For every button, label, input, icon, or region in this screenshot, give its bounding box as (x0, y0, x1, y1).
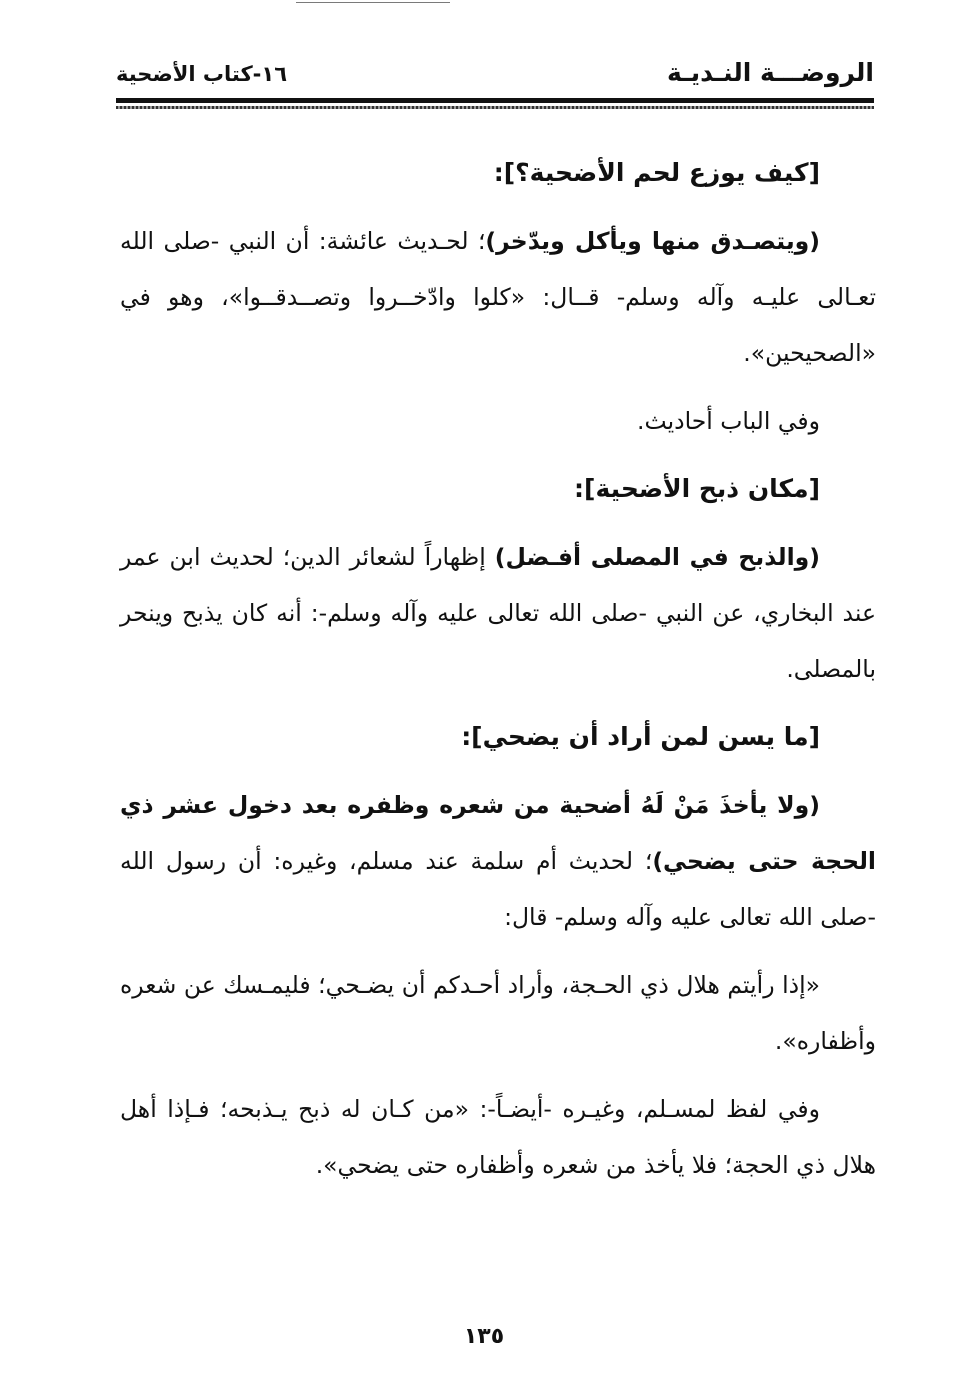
paragraph-text: «إذا رأيتم هلال ذي الحـجة، وأراد أحـدكم أن يضـحي؛ فليمـسك عن شعره وأظفاره». (120, 971, 876, 1055)
paragraph-text: وفي الباب أحاديث. (637, 407, 820, 435)
quoted-matn: (ولا يأخذَ مَنْ لَهُ أضحية من شعره وظفره بعد دخول عشر ذي الحجة حتى يضحي) (120, 791, 876, 875)
header-rule-thick (116, 98, 874, 103)
running-header (116, 58, 874, 98)
paragraph (120, 529, 876, 697)
paragraph (120, 393, 876, 449)
top-scan-mark (296, 2, 450, 3)
book-title: الروضـــة النـديـة (667, 58, 874, 87)
section-slaughter-place (120, 461, 876, 697)
paragraph (120, 1081, 876, 1193)
paragraph-text: ؛ لحديث أم سلمة عند مسلم، وغيره: أن رسول الله -صلى الله تعالى عليه وآله وسلم- قال: (120, 847, 876, 931)
section-heading: [مكان ذبح الأضحية]: (574, 474, 820, 503)
page-number: ١٣٥ (463, 1324, 505, 1349)
quoted-matn: (ويتصـدق منها ويأكل ويدّخر) (485, 227, 820, 255)
section-heading: [ما يسن لمن أراد أن يضحي]: (461, 722, 820, 751)
page-body (120, 145, 876, 1205)
quoted-matn: (والذبح في المصلى أفـضل) (494, 543, 820, 571)
paragraph (120, 777, 876, 945)
paragraph-text: إظهاراً لشعائر الدين؛ لحديث ابن عمر عند البخاري، عن النبي -صلى الله تعالى عليه وآله وسلم-: أنه كان يذبح وينحر بالمصلى. (120, 543, 876, 683)
chapter-title: ١٦-كتاب الأضحية (116, 62, 288, 86)
section-meat-distribution (120, 145, 876, 449)
section-heading: [كيف يوزع لحم الأضحية؟]: (493, 158, 820, 187)
section-sunnah-for-sacrificer (120, 709, 876, 1193)
paragraph-text: ؛ لحـديث عائشة: أن النبي -صلى الله تعـالى عليـه وآله وسلم- قــال: «كلوا وادّخــروا وتصــدقــوا»، وهو في «الصحيحين». (120, 227, 876, 367)
header-rule-thin (116, 106, 874, 109)
hadith-quote (120, 957, 876, 1069)
paragraph-text: وفي لفظ لمسـلم، وغيـره -أيضـاً-: «من كـان له ذبح يـذبحه؛ فـإذا أهل هلال ذي الحجة؛ فلا يأخذ من شعره وأظفاره حتى يضحي». (120, 1095, 876, 1179)
paragraph (120, 213, 876, 381)
